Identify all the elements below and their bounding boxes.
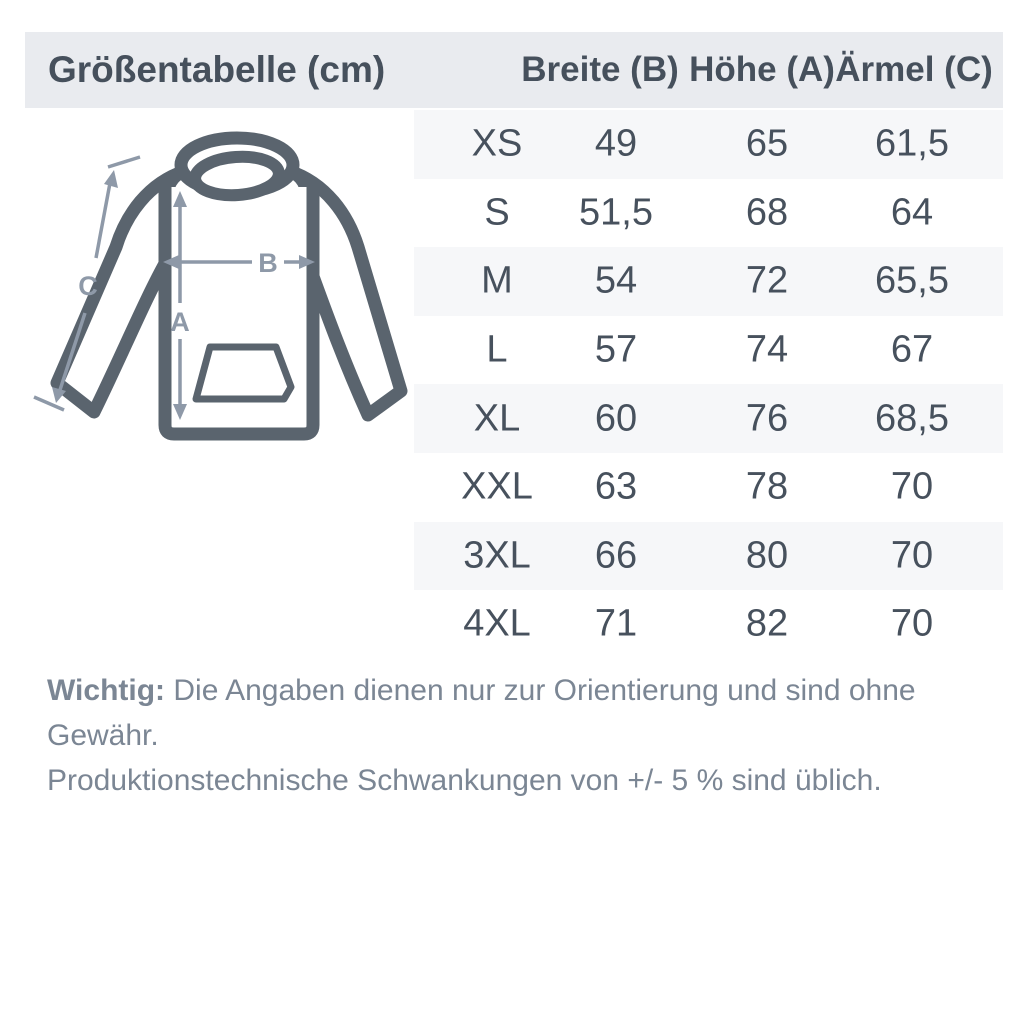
breite-value-cell: 51,5 bbox=[579, 191, 653, 234]
disclaimer-line-2: Produktionstechnische Schwankungen von +/- 5 % sind üblich. bbox=[47, 764, 882, 797]
table-row bbox=[414, 522, 1003, 591]
size-label-cell: XS bbox=[471, 122, 523, 165]
hoodie-pocket bbox=[196, 347, 291, 399]
dim-label-c: C bbox=[78, 271, 98, 301]
hoehe-value-cell: 72 bbox=[745, 259, 789, 302]
disclaimer-line-1 bbox=[47, 668, 977, 758]
disclaimer-lead: Wichtig: bbox=[47, 674, 166, 707]
size-label-cell: S bbox=[484, 191, 510, 234]
hoodie-hood bbox=[181, 138, 293, 198]
aermel-value-cell: 67 bbox=[890, 328, 934, 371]
aermel-value-cell: 68,5 bbox=[875, 397, 949, 440]
disclaimer-note bbox=[47, 668, 977, 803]
hoodie-illustration bbox=[30, 125, 410, 455]
column-header-aermel: Ärmel (C) bbox=[835, 50, 993, 89]
hoehe-value-cell: 68 bbox=[745, 191, 789, 234]
dim-label-a: A bbox=[170, 307, 190, 337]
aermel-value-cell: 64 bbox=[890, 191, 934, 234]
aermel-value-cell: 61,5 bbox=[875, 122, 949, 165]
table-row bbox=[414, 110, 1003, 179]
hoehe-value-cell: 76 bbox=[745, 397, 789, 440]
breite-value-cell: 66 bbox=[594, 534, 638, 577]
table-row bbox=[414, 247, 1003, 316]
table-row bbox=[414, 179, 1003, 248]
size-label-cell: 4XL bbox=[463, 602, 531, 645]
breite-value-cell: 63 bbox=[594, 465, 638, 508]
table-row bbox=[414, 453, 1003, 522]
aermel-value-cell: 65,5 bbox=[875, 259, 949, 302]
breite-value-cell: 60 bbox=[594, 397, 638, 440]
dim-label-b: B bbox=[258, 248, 278, 278]
table-row bbox=[414, 384, 1003, 453]
size-label-cell: XL bbox=[473, 397, 521, 440]
column-header-hoehe: Höhe (A) bbox=[689, 50, 835, 89]
size-label-cell: L bbox=[486, 328, 508, 371]
table-header-bar bbox=[25, 32, 1003, 108]
hoodie-measurement-diagram bbox=[30, 125, 410, 455]
aermel-value-cell: 70 bbox=[890, 602, 934, 645]
breite-value-cell: 54 bbox=[594, 259, 638, 302]
size-label-cell: XXL bbox=[461, 465, 533, 508]
disclaimer-text-1: Die Angaben dienen nur zur Orientierung und sind ohne Gewähr. bbox=[47, 674, 916, 752]
size-label-cell: M bbox=[481, 259, 513, 302]
table-row bbox=[414, 590, 1003, 659]
column-header-breite: Breite (B) bbox=[521, 50, 679, 89]
hoehe-value-cell: 78 bbox=[745, 465, 789, 508]
hoehe-value-cell: 82 bbox=[745, 602, 789, 645]
table-row bbox=[414, 316, 1003, 385]
page-title: Größentabelle (cm) bbox=[48, 49, 386, 90]
breite-value-cell: 57 bbox=[594, 328, 638, 371]
aermel-value-cell: 70 bbox=[890, 534, 934, 577]
size-table bbox=[414, 110, 1003, 659]
breite-value-cell: 49 bbox=[594, 122, 638, 165]
hoehe-value-cell: 65 bbox=[745, 122, 789, 165]
breite-value-cell: 71 bbox=[594, 602, 638, 645]
size-label-cell: 3XL bbox=[463, 534, 531, 577]
hoehe-value-cell: 74 bbox=[745, 328, 789, 371]
hoehe-value-cell: 80 bbox=[745, 534, 789, 577]
aermel-value-cell: 70 bbox=[890, 465, 934, 508]
